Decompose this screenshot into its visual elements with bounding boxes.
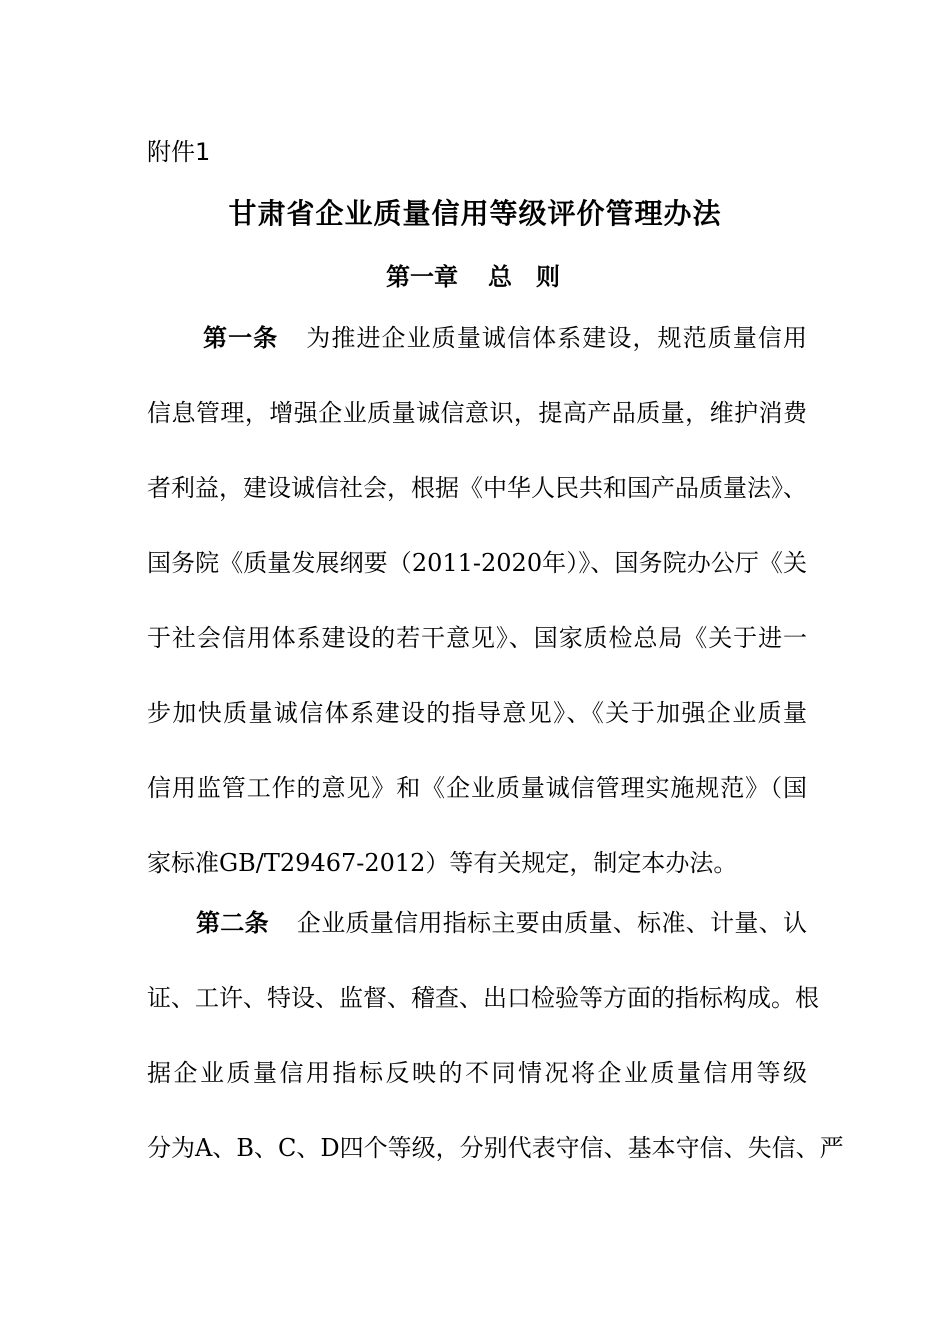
document-title: 甘肃省企业质量信用等级评价管理办法 xyxy=(228,197,722,230)
article-1-label: 第一条 xyxy=(203,324,279,352)
chapter-number: 第一章 xyxy=(386,263,458,291)
article-2-line-1 xyxy=(196,908,807,938)
article-1-line-6: 步加快质量诚信体系建设的指导意见》、《关于加强企业质量 xyxy=(147,699,807,727)
article-1-line-7: 信用监管工作的意见》和《企业质量诚信管理实施规范》（国 xyxy=(147,774,807,802)
chapter-name: 总 则 xyxy=(488,263,560,291)
chapter-heading xyxy=(386,262,560,292)
article-2-line-2: 证、工许、特设、监督、稽查、出口检验等方面的指标构成。根 xyxy=(147,984,819,1012)
article-2-line-4: 分为A、B、C、D四个等级，分别代表守信、基本守信、失信、严 xyxy=(147,1134,844,1162)
article-1-line-1 xyxy=(203,323,807,353)
article-1-line-3: 者利益，建设诚信社会，根据《中华人民共和国产品质量法》、 xyxy=(147,474,807,502)
attachment-label: 附件1 xyxy=(147,138,211,166)
article-1-line-5: 于社会信用体系建设的若干意见》、国家质检总局《关于进一 xyxy=(147,624,807,652)
article-2-label: 第二条 xyxy=(196,909,269,937)
article-1-line-4: 国务院《质量发展纲要（2011-2020年）》、国务院办公厅《关 xyxy=(147,549,807,577)
article-2-line-3: 据企业质量信用指标反映的不同情况将企业质量信用等级 xyxy=(147,1059,807,1087)
article-2-text: 企业质量信用指标主要由质量、标准、计量、认 xyxy=(296,909,808,937)
article-1-line-8: 家标准GB/T29467-2012）等有关规定，制定本办法。 xyxy=(147,849,738,877)
article-1-text: 为推进企业质量诚信体系建设，规范质量信用 xyxy=(306,324,808,352)
article-1-line-2: 信息管理，增强企业质量诚信意识，提高产品质量，维护消费 xyxy=(147,399,807,427)
